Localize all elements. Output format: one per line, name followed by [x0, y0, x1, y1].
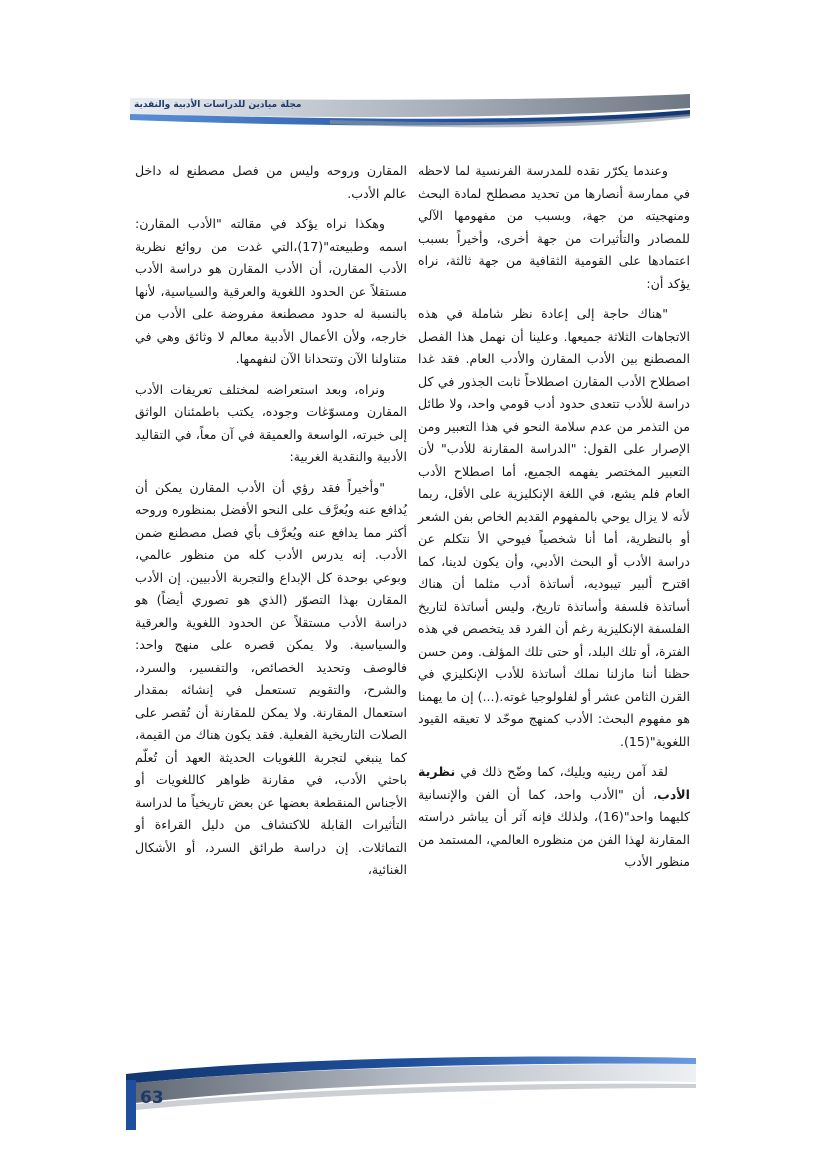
- paragraph: وهكذا نراه يؤكد في مقالته "الأدب المقارن: اسمه وطبيعته"(17)،التي غدت من روائع نظرية الأدب المقارن، أن الأدب المقارن هو دراسة الأدب مستقلاً عن الحدود اللغوية والعرقية والسياسية، لأنها بالنسبة له حدود مصطنعة مفروضة على الأدب من خارجه، ولأن الأعمال الأدبية معالم لا وثائق وهي في متناولنا الآن وتتحدانا الآن لنفهمها.: [135, 216, 407, 366]
- paragraph: وعندما يكرّر نقده للمدرسة الفرنسية لما لاحظه في ممارسة أنصارها من تحديد مصطلح لمادة البحث ومنهجيته من جهة، وبسبب من مفهومها الآلي للمصادر والتأثيرات من جهة أخرى، وأخيراً بسبب اعتمادها على القومية الثقافية من جهة ثالثة، نراه يؤكد أن:: [418, 163, 690, 291]
- bold-term-inline: نظرية الأدب: [418, 764, 690, 802]
- paragraph: ونراه، وبعد استعراضه لمختلف تعريفات الأدب المقارن ومسوّغات وجوده، يكتب باطمئنان الواثق إلى خبرته، الواسعة والعميقة في آن معاً، في التقاليد الأدبية والنقدية الغربية:: [135, 381, 407, 464]
- footer-ribbon-graphic: [126, 1052, 696, 1132]
- quote-paragraph: "وأخيراً فقد رؤي أن الأدب المقارن يمكن أن يُدافع عنه ويُعرَّف على النحو الأفضل بمنظوره وروحه أكثر مما يدافع عنه ويُعرَّف بأي فصل مصطنع ضمن الأدب. إنه يدرس الأدب كله من منظور عالمي، وبوعي بوحدة كل الإبداع والتجربة الأدبيين. إن الأدب المقارن بهذا التصوّر (الذي هو تصوري أيضاً) هو دراسة الأدب مستقلاً عن الحدود اللغوية والعرقية والسياسية. ولا يمكن قصره على منهج واحد: فالوصف وتحديد الخصائص، والتفسير، والسرد، والشرح، والتقويم تستعمل في إنشائه بمقدار استعمال المقارنة. ولا يمكن للمقارنة أن تُقصر على الصلات التاريخية الفعلية. فقد يكون هناك من القيمة، كما ينبغي لتجربة اللغويات الحديثة العهد أن تُعلّم باحثي الأدب، في مقارنة ظواهر كاللغويات أو الأجناس المنقطعة بعضها عن بعض تاريخياً ما لدراسة التأثيرات القابلة للاكتشاف من دليل القراءة أو التماثلات. إن دراسة طرائق السرد، أو الأشكال الغنائية،: [135, 479, 407, 877]
- quote-paragraph: "هناك حاجة إلى إعادة نظر شاملة في هذه الاتجاهات الثلاثة جميعها. وعلينا أن نهمل هذا الفصل المصطنع بين الأدب المقارن والأدب العام. فقد غدا اصطلاح الأدب المقارن اصطلاحاً ثابت الجذور في كل دراسة للأدب تتعدى حدود أدب قومي واحد، ولا طائل من التذمر من عدم سلامة النحو في هذا التعبير ومن الإصرار على القول: "الدراسة المقارنة للأدب" لأن التعبير المختصر يفهمه الجميع، أما اصطلاح الأدب العام فلم يشع، في اللغة الإنكليزية على الأقل، ربما لأنه لا يزال يوحي بالمفهوم القديم الخاص بفن الشعر أو بالنظرية، أما أنا شخصياً فيوحي الأ نتكلم عن دراسة الأدب أو البحث الأدبي، وأن يكون لدينا، كما اقترح ألبير تيبوديه، أساتذة أدب مثلما أن هناك أساتذة فلسفة وأساتذة تاريخ، وليس أساتذة لتاريخ الفلسفة الإنكليزية رغم أن الفرد قد يتخصص في هذه الفترة، أو تلك البلد، أو حتى تلك المؤلف. ومن حسن حظنا أننا مازلنا نملك أساتذة للأدب الإنكليزي في القرن الثامن عشر أو لفلولوجيا غوته.(...) إن ما يهمنا هو مفهوم البحث: الأدب كمنهج موحّد لا تعيقه القيود اللغوية"(15).: [418, 306, 690, 749]
- paragraph: [418, 761, 690, 874]
- paragraph-text: لقد آمن رينيه ويليك، كما وضّح ذلك في نظرية الأدب، أن "الأدب واحد، كما أن الفن والإنسانية كليهما واحد"(16)، ولذلك فإنه آثر أن يباشر دراسته المقارنة لهذا الفن من منظوره العالمي، المستمد من منظور الأدب: [418, 764, 691, 869]
- page-number: 63: [140, 1088, 164, 1108]
- footer-ribbon: [126, 1052, 696, 1132]
- paragraph-continued: المقارن وروحه وليس من فصل مصطنع له داخل عالم الأدب.: [135, 163, 407, 201]
- left-column: [135, 160, 407, 890]
- right-column: [418, 160, 690, 882]
- journal-title: مجلة ميادين للدراسات الأدبية والنقدية: [134, 100, 302, 110]
